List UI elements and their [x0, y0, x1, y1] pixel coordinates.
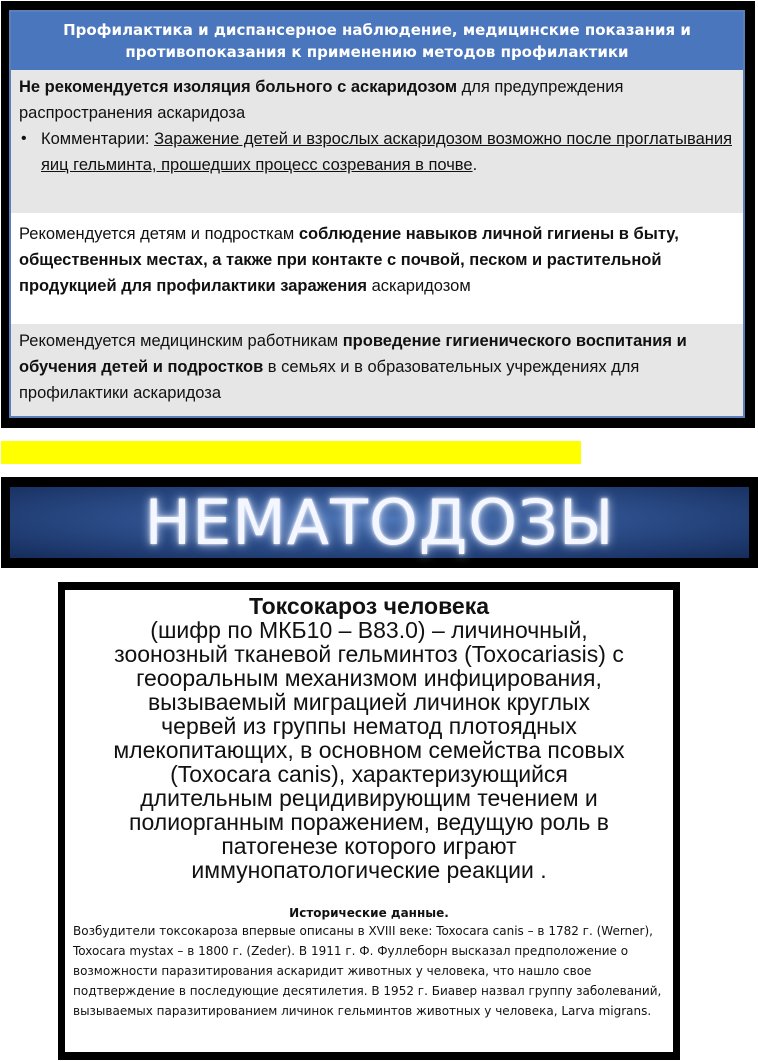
recommendation-2-end: аскаридозом [367, 277, 471, 295]
definition-line: вызываемый миграцией личинок круглых [147, 689, 591, 715]
definition-line: млекопитающих, в основном семейства псовых [113, 737, 625, 763]
recommendation-2-bold: соблюдение навыков личной гигиены в быту, общественных местах, а также при контакте с почвой, песком и растительной продукцией для профилактики заражения [19, 225, 679, 295]
definition-line: длительным рецидивирующим течением и [140, 785, 598, 811]
recommendation-1-bold: Не рекомендуется изоляция больного с аскаридозом [19, 78, 458, 96]
yellow-highlight-bar [1, 441, 581, 464]
recommendation-row-3 [11, 324, 743, 416]
recommendation-row-2 [11, 213, 743, 324]
recommendations-slide-content [9, 10, 745, 418]
comment-underlined: Заражение детей и взрослых аскаридозом возможно после проглатывания яиц гельминта, прошедших процесс созревания в почве [41, 130, 733, 174]
recommendation-2-text [19, 217, 735, 299]
slide-header [11, 12, 743, 70]
recommendation-1-text [19, 74, 735, 126]
toxocariasis-definition [65, 618, 673, 882]
definition-line: полиорганным поражением, ведущую роль в [129, 809, 609, 835]
history-line: подтверждение в последующие десятилетия. В 1952 г. Биавер назвал группу заболеваний, [73, 984, 662, 998]
recommendation-3-bold: проведение гигиенического воспитания и обучения детей и подростков [19, 332, 687, 376]
toxocariasis-title: Токсокароз человека [248, 593, 490, 619]
definition-line: червей из группы нематод плотоядных [161, 713, 577, 739]
definition-line: зоонозный тканевой гельминтоз (Toxocariasis) с [114, 641, 624, 667]
nematodes-banner [1, 477, 758, 568]
definition-line: иммунопатологические реакции . [191, 857, 547, 883]
toxocariasis-slide [58, 582, 680, 1060]
nematodes-title: НЕМАТОДОЗЫ [144, 486, 615, 559]
history-title: Исторические данные. [289, 906, 449, 920]
recommendation-3-text [19, 328, 735, 406]
history-line: Возбудители токсокароза впервые описаны в XVIII веке: Toxocara canis – в 1782 г. (Werner), [73, 924, 653, 938]
history-line: вызываемых паразитированием личинок гельминтов животных у человека, Larva migrans. [73, 1004, 652, 1018]
header-line-1: Профилактика и диспансерное наблюдение, медицинские показания и [63, 21, 691, 39]
comment-text [41, 126, 735, 178]
history-line: Toxocara mystax – в 1800 г. (Zeder). В 1911 г. Ф. Фуллеборн высказал предположение о [73, 944, 629, 958]
bullet-icon: • [21, 130, 27, 147]
nematodes-banner-content [10, 487, 749, 558]
history-line: возможности паразитирования аскаридит животных у человека, что нашло свое [73, 964, 592, 978]
recommendations-slide [1, 1, 755, 428]
recommendation-row-1 [11, 70, 743, 213]
comment-end: . [472, 156, 478, 174]
recommendation-1-rest: для предупреждения распространения аскаридоза [19, 78, 624, 122]
definition-line: геооральным механизмом инфицирования, [136, 665, 602, 691]
history-text [65, 921, 673, 1021]
recommendation-2-start: Рекомендуется детям и подросткам [19, 225, 299, 243]
recommendation-3-end: в семьях и в образовательных учреждениях для профилактики аскаридоза [19, 358, 640, 402]
toxocariasis-slide-content [65, 590, 673, 1052]
comment-bullet [19, 126, 735, 178]
definition-line: патогенезе которого играют [221, 833, 517, 859]
comment-prefix: Комментарии: [41, 130, 155, 148]
header-line-2: противопоказания к применению методов профилактики [125, 43, 629, 61]
definition-line: (шифр по МКБ10 – В83.0) – личиночный, [150, 617, 588, 643]
definition-line: (Toxocara canis), характеризующийся [170, 761, 568, 787]
recommendation-3-start: Рекомендуется медицинским работникам [19, 332, 343, 350]
